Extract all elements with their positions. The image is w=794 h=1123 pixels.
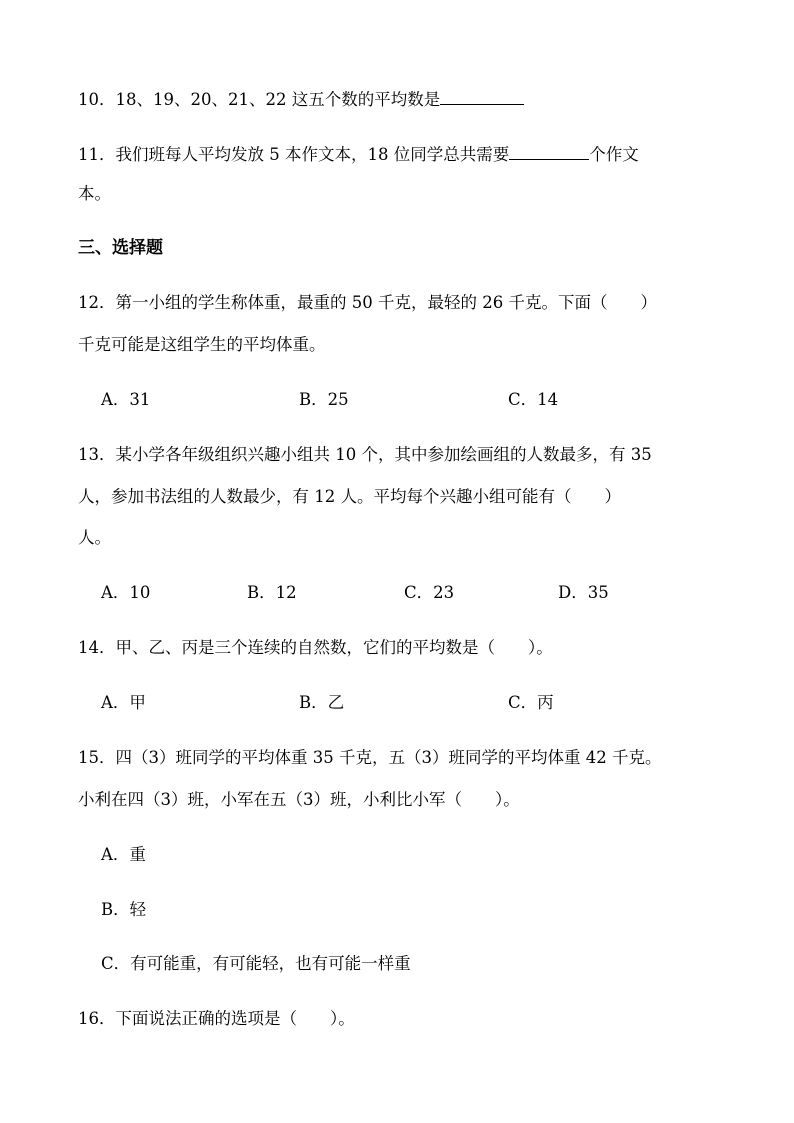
q13-option-c[interactable]: C．23: [404, 583, 455, 602]
section-title-multiple-choice: 三、选择题: [78, 238, 163, 258]
question-11-text-before: 11．我们班每人平均发放 5 本作文本，18 位同学总共需要: [78, 145, 510, 164]
question-10: [78, 88, 524, 110]
question-14-line-1: 14．甲、乙、丙是三个连续的自然数，它们的平均数是（ ）。: [78, 638, 553, 657]
question-13-line-1: 13．某小学各年级组织兴趣小组共 10 个，其中参加绘画组的人数最多，有 35: [78, 445, 652, 464]
answer-blank-11[interactable]: [509, 143, 589, 160]
question-10-text: 10．18、19、20、21、22 这五个数的平均数是: [78, 90, 441, 109]
q13-option-b[interactable]: B．12: [247, 583, 297, 602]
q15-option-a[interactable]: A．重: [101, 845, 146, 864]
question-12-line-2: 千克可能是这组学生的平均体重。: [78, 335, 326, 354]
question-15-line-2: 小利在四（3）班，小军在五（3）班，小利比小军（ ）。: [78, 790, 520, 809]
q12-option-a[interactable]: A．31: [101, 390, 151, 409]
answer-blank-10[interactable]: [440, 88, 524, 105]
question-15-line-1: 15．四（3）班同学的平均体重 35 千克，五（3）班同学的平均体重 42 千克。: [78, 748, 662, 767]
question-11: [78, 143, 639, 165]
q14-option-b[interactable]: B．乙: [299, 693, 345, 712]
q14-option-a[interactable]: A．甲: [101, 693, 146, 712]
question-11-continuation: 本。: [78, 184, 111, 203]
question-16-line-1: 16．下面说法正确的选项是（ ）。: [78, 1009, 355, 1028]
question-11-text-after: 个作文: [589, 145, 639, 164]
q13-option-d[interactable]: D．35: [558, 583, 609, 602]
q14-option-c[interactable]: C．丙: [508, 693, 554, 712]
question-12-line-1: 12．第一小组的学生称体重，最重的 50 千克，最轻的 26 千克。下面（ ）: [78, 293, 657, 312]
question-13-line-3: 人。: [78, 528, 111, 547]
q15-option-b[interactable]: B．轻: [101, 900, 147, 919]
q13-option-a[interactable]: A．10: [101, 583, 151, 602]
q15-option-c[interactable]: C．有可能重，有可能轻，也有可能一样重: [101, 954, 411, 973]
q12-option-b[interactable]: B．25: [299, 390, 349, 409]
question-13-line-2: 人，参加书法组的人数最少，有 12 人。平均每个兴趣小组可能有（ ）: [78, 487, 621, 506]
q12-option-c[interactable]: C．14: [508, 390, 559, 409]
